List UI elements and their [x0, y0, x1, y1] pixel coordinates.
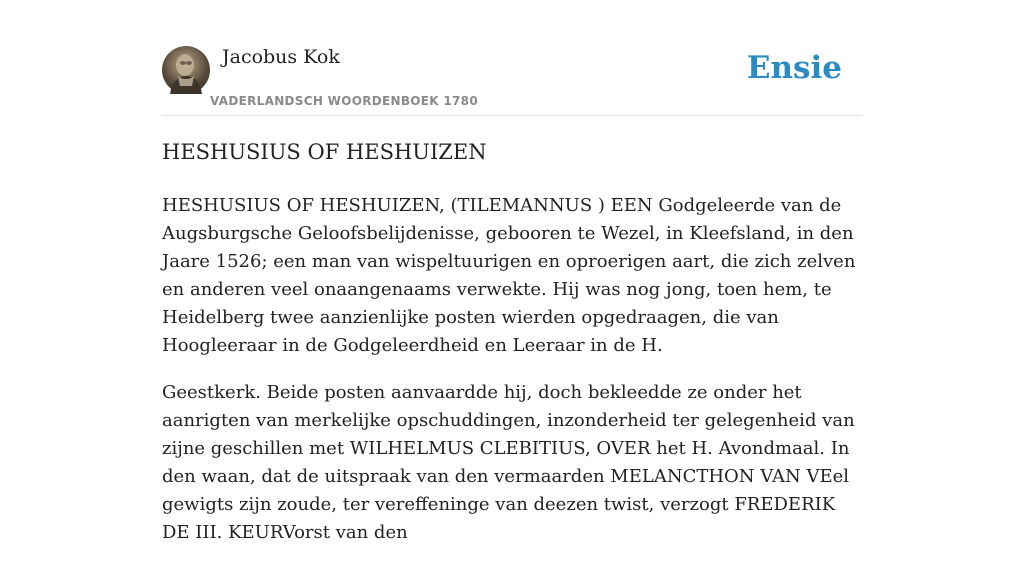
- paragraph: HESHUSIUS OF HESHUIZEN, (TILEMANNUS ) EEN Godgeleerde van de Augsburgsche Geloofsbelijdenisse, gebooren te Wezel, in Kleefsland, in den Jaare 1526; een man van wispeltuurigen en oproerigen aart, die zich zelven en anderen veel onaangenaams verwekte. Hij was nog jong, toen hem, te Heidelberg twee aanzienlijke posten wierden opgedraagen, die van Hoogleeraar in de Godgeleerdheid en Leeraar in de H.: [162, 195, 856, 356]
- article-header: [162, 46, 862, 116]
- page-title: HESHUSIUS OF HESHUIZEN: [162, 140, 487, 164]
- author-avatar[interactable]: [162, 46, 210, 94]
- author-portrait-icon: [162, 46, 210, 94]
- source-label[interactable]: VADERLANDSCH WOORDENBOEK 1780: [210, 94, 478, 108]
- author-name[interactable]: Jacobus Kok: [222, 46, 340, 68]
- ensie-logo[interactable]: Ensie: [746, 50, 842, 86]
- article-body: [162, 192, 862, 566]
- paragraph: Geestkerk. Beide posten aanvaardde hij, doch bekleedde ze onder het aanrigten van merkelijke opschuddingen, inzonderheid ter gelegenheid van zijne geschillen met WILHELMUS CLEBITIUS, OVER het H. Avondmaal. In den waan, dat de uitspraak van den vermaarden MELANCTHON VAN VEel gewigts zijn zoude, ter vereffeninge van deezen twist, verzogt FREDERIK DE III. KEURVorst van den: [162, 382, 855, 543]
